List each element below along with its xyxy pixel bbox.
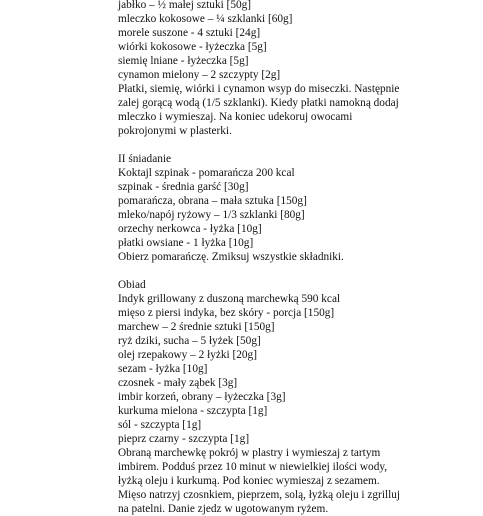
instruction-line: pokrojonymi w plasterki. — [118, 125, 232, 137]
ingredient-line: pieprz czarny - szczypta [1g] — [118, 433, 250, 445]
section-heading: Obiad — [118, 279, 146, 291]
instruction-line: mleczko i wymieszaj. Na koniec udekoruj owocami — [118, 111, 353, 123]
ingredient-line: mleczko kokosowe – ¼ szklanki [60g] — [118, 13, 293, 25]
ingredient-line: morele suszone - 4 sztuki [24g] — [118, 27, 261, 39]
ingredient-line: mięso z piersi indyka, bez skóry - porcja [150g] — [118, 307, 335, 319]
ingredient-line: czosnek - mały ząbek [3g] — [118, 377, 238, 389]
instruction-line: imbirem. Podduś przez 10 minut w niewielkiej ilości wody, — [118, 461, 388, 473]
ingredient-line: imbir korzeń, obrany – łyżeczka [3g] — [118, 391, 286, 403]
ingredient-line: siemię lniane - łyżeczka [5g] — [118, 55, 249, 67]
recipe-title: Indyk grillowany z duszoną marchewką 590 kcal — [118, 293, 341, 305]
ingredient-line: jabłko – ½ małej sztuki [50g] — [118, 0, 252, 11]
ingredient-line: mleko/napój ryżowy – 1/3 szklanki [80g] — [118, 209, 305, 221]
section-heading: II śniadanie — [118, 153, 172, 165]
instruction-line: łyżką oleju i kurkumą. Pod koniec wymieszaj z sezamem. — [118, 475, 380, 487]
ingredient-line: sól - szczypta [1g] — [118, 419, 202, 431]
instruction-line: Płatki, siemię, wiórki i cynamon wsyp do miseczki. Następnie — [118, 83, 400, 95]
instruction-line: Mięso natrzyj czosnkiem, pieprzem, solą, łyżką oleju i zgrilluj — [118, 489, 401, 501]
instruction-line: na patelni. Danie zjedz w ugotowanym ryżem. — [118, 503, 329, 515]
ingredient-line: sezam - łyżka [10g] — [118, 363, 208, 375]
instruction-line: Obierz pomarańczę. Zmiksuj wszystkie składniki. — [118, 251, 344, 263]
ingredient-line: marchew – 2 średnie sztuki [150g] — [118, 321, 275, 333]
ingredient-line: cynamon mielony – 2 szczypty [2g] — [118, 69, 281, 81]
ingredient-line: wiórki kokosowe - łyżeczka [5g] — [118, 41, 267, 53]
ingredient-line: szpinak - średnia garść [30g] — [118, 181, 249, 193]
ingredient-line: olej rzepakowy – 2 łyżki [20g] — [118, 349, 257, 361]
ingredient-line: pomarańcza, obrana – mała sztuka [150g] — [118, 195, 307, 207]
instruction-line: zalej gorącą wodą (1/5 szklanki). Kiedy płatki namokną dodaj — [118, 97, 399, 109]
recipe-title: Koktajl szpinak - pomarańcza 200 kcal — [118, 167, 295, 179]
ingredient-line: płatki owsiane - 1 łyżka [10g] — [118, 237, 254, 249]
ingredient-line: orzechy nerkowca - łyżka [10g] — [118, 223, 262, 235]
ingredient-line: kurkuma mielona - szczypta [1g] — [118, 405, 268, 417]
instruction-line: Obraną marchewkę pokrój w plastry i wymieszaj z tartym — [118, 447, 381, 459]
ingredient-line: ryż dziki, sucha – 5 łyżek [50g] — [118, 335, 261, 347]
